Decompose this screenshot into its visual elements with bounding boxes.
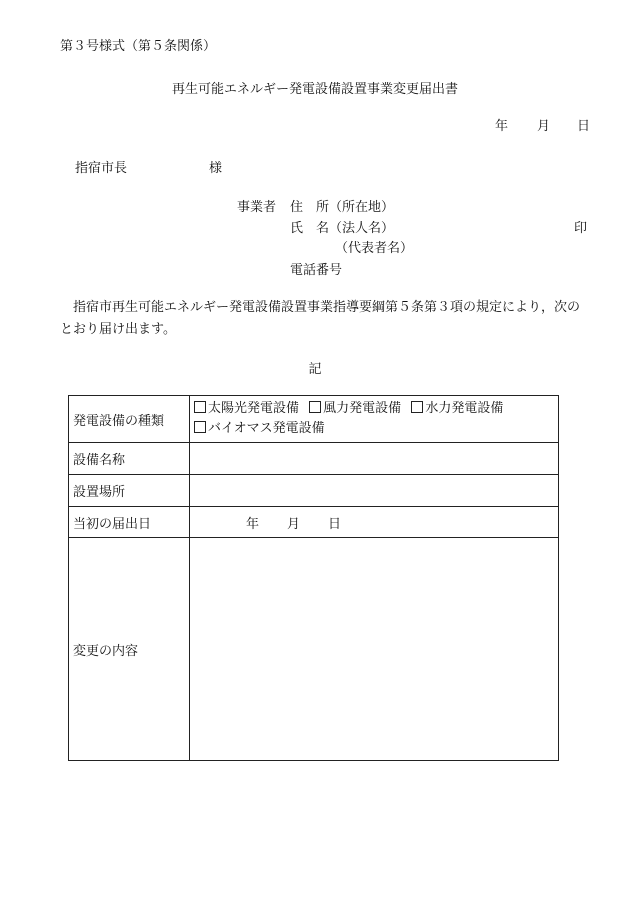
row-label: 設置場所 [69, 475, 190, 507]
applicant-role: 事業者 [237, 200, 277, 215]
address-label: 住 所（所在地） [290, 200, 395, 215]
checkbox-icon [411, 401, 423, 413]
body-text: 指宿市再生可能エネルギー発電設備設置事業指導要綱第５条第３項の規定により，次のとおり届け出ます。 [60, 300, 581, 337]
representative-label: （代表者名） [335, 241, 414, 256]
checkbox-solar[interactable]: 太陽光発電設備 [194, 399, 299, 419]
installation-site-field[interactable] [190, 475, 559, 507]
row-label: 変更の内容 [69, 538, 190, 761]
name-label: 氏 名（法人名） [290, 221, 395, 236]
facility-name-field[interactable] [190, 443, 559, 475]
seal-mark: 印 [574, 221, 588, 236]
row-label: 発電設備の種類 [69, 396, 190, 443]
initial-date-month: 月 [287, 516, 301, 532]
table-row [69, 507, 559, 538]
checkbox-icon [194, 421, 206, 433]
change-details-field[interactable] [190, 538, 559, 761]
row-label: 当初の届出日 [69, 507, 190, 538]
checkbox-biomass[interactable]: バイオマス発電設備 [194, 419, 325, 439]
checkbox-icon [194, 401, 206, 413]
initial-date-year: 年 [246, 516, 260, 532]
equipment-type-cell [190, 396, 559, 443]
table-row [69, 475, 559, 507]
notification-table [68, 395, 559, 761]
table-row [69, 538, 559, 761]
addressee-name: 指宿市長 [75, 161, 128, 176]
checkbox-wind[interactable]: 風力発電設備 [309, 399, 401, 419]
table-row [69, 443, 559, 475]
checkbox-icon [309, 401, 321, 413]
document-title: 再生可能エネルギー発電設備設置事業変更届出書 [171, 82, 458, 97]
initial-date-field[interactable] [190, 507, 559, 538]
phone-label: 電話番号 [290, 263, 343, 278]
date-month: 月 [537, 119, 551, 134]
initial-date-day: 日 [328, 516, 342, 532]
checkbox-hydro[interactable]: 水力発電設備 [411, 399, 503, 419]
addressee-honorific: 様 [209, 161, 223, 176]
date-day: 日 [577, 119, 591, 134]
row-label: 設備名称 [69, 443, 190, 475]
ki-label: 記 [308, 362, 322, 377]
table-row [69, 396, 559, 443]
date-year: 年 [495, 119, 509, 134]
form-number: 第３号様式（第５条関係） [60, 39, 217, 54]
